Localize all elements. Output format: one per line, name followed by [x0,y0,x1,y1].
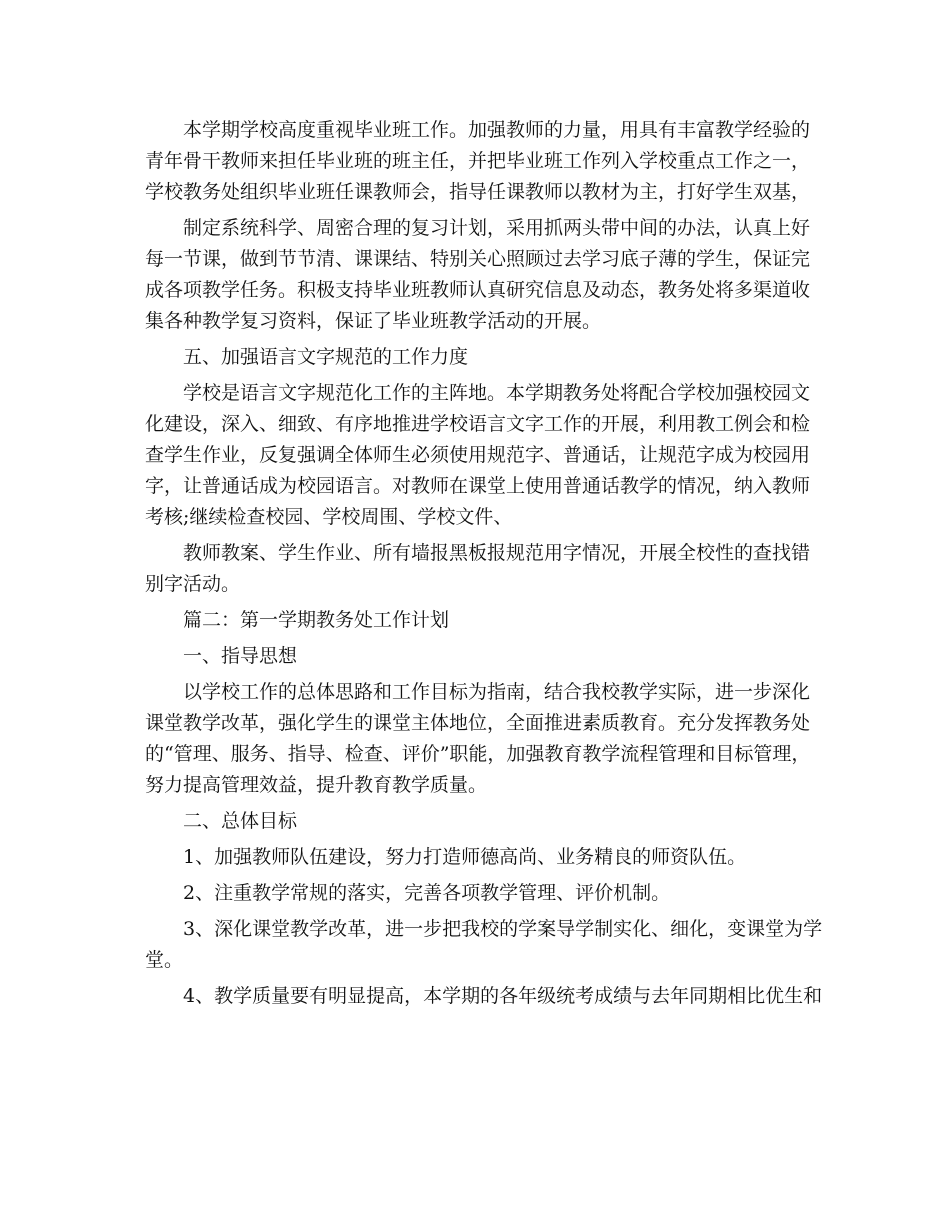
paragraph [145,981,823,1012]
text-line: 教师教案、学生作业、所有墙报黑板报规范用字情况，开展全校性的查找错 [183,542,811,564]
text-line: 1、加强教师队伍建设，努力打造师德高尚、业务精良的师资队伍。 [183,846,747,868]
paragraph [145,213,810,337]
text-line: 查学生作业，反复强调全体师生必须使用规范字、普通话，让规范字成为校园用 [145,444,811,466]
text-line: 青年骨干教师来担任毕业班的班主任，并把毕业班工作列入学校重点工作之一， [145,150,811,172]
text-line: 本学期学校高度重视毕业班工作。加强教师的力量，用具有丰富教学经验的 [183,119,811,141]
text-line: 努力提高管理效益，提升教育教学质量。 [145,774,488,796]
text-line: 学校是语言文字规范化工作的主阵地。本学期教务处将配合学校加强校园文 [183,382,811,404]
paragraph [145,342,810,373]
paragraph [145,878,810,909]
text-line: 字，让普通话成为校园语言。对教师在课堂上使用普通话教学的情况，纳入教师 [145,475,811,497]
paragraph [145,641,810,672]
paragraph [145,378,810,533]
paragraph [145,914,823,976]
paragraph [145,806,810,837]
text-line: 集各种教学复习资料，保证了毕业班教学活动的开展。 [145,310,602,332]
text-line: 成各项教学任务。积极支持毕业班教师认真研究信息及动态，教务处将多渠道收 [145,279,811,301]
text-line: 制定系统科学、周密合理的复习计划，采用抓两头带中间的办法，认真上好 [183,217,811,239]
text-line: 别字活动。 [145,573,241,595]
text-line: 以学校工作的总体思路和工作目标为指南，结合我校教学实际，进一步深化 [183,681,811,703]
document-body [145,115,823,1017]
text-line: 堂。 [145,949,184,971]
text-line: 二、总体目标 [183,810,298,832]
text-line: 一、指导思想 [183,645,298,667]
text-line: 3、深化课堂教学改革，进一步把我校的学案导学制实化、细化，变课堂为学 [183,918,823,940]
paragraph [145,538,810,600]
paragraph [145,842,810,873]
text-line: 课堂教学改革，强化学生的课堂主体地位，全面推进素质教育。充分发挥教务处 [145,712,811,734]
text-line: 学校教务处组织毕业班任课教师会，指导任课教师以教材为主，打好学生双基， [145,181,811,203]
paragraph [145,605,810,636]
text-line: 化建设，深入、细致、有序地推进学校语言文字工作的开展，利用教工例会和检 [145,413,811,435]
text-line: 考核;继续检查校园、学校周围、学校文件、 [145,506,513,528]
text-line: 篇二：第一学期教务处工作计划 [183,609,450,631]
text-line: 五、加强语言文字规范的工作力度 [183,346,469,368]
text-line: 每一节课，做到节节清、课课结、特别关心照顾过去学习底子薄的学生，保证完 [145,248,811,270]
text-line: 的“管理、服务、指导、检查、评价”职能，加强教育教学流程管理和目标管理， [145,743,811,765]
paragraph [145,677,810,801]
text-line: 4、教学质量要有明显提高，本学期的各年级统考成绩与去年同期相比优生和 [183,985,823,1007]
text-line: 2、注重教学常规的落实，完善各项教学管理、评价机制。 [183,882,671,904]
paragraph [145,115,810,208]
